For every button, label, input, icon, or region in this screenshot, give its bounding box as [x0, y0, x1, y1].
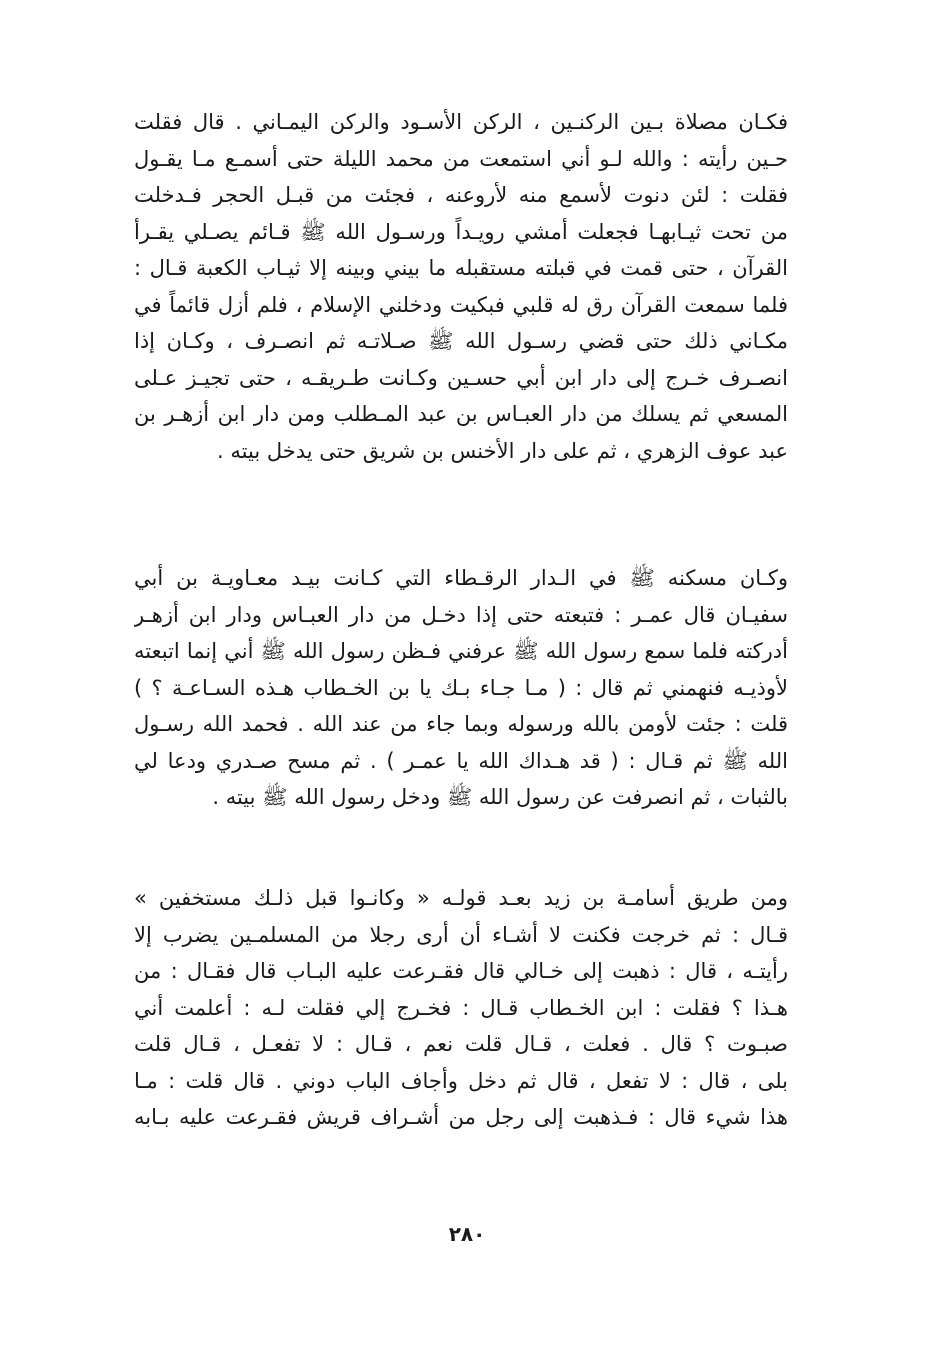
text-line: المسعي ثم يسلك من دار العبـاس بن عبد المـطلب ومن دار ابن أزهـر بن — [134, 402, 788, 426]
text-line: فقلت : لئن دنوت لأسمع منه لأروعنه ، فجئت من قبـل الحجر فـدخلت — [134, 183, 788, 207]
text-line: قـال : ثم خرجت فكنت لا أشـاء أن أرى رجلا من المسلمـين يضرب إلا — [134, 922, 788, 947]
paragraph-3 — [134, 880, 788, 1136]
text-line: لأوذيـه فنهمني ثم قال : ( مـا جـاء بـك يا بن الخـطاب هـذه السـاعـة ؟ ) — [134, 675, 788, 700]
page-number: ٢٨٠ — [448, 1222, 486, 1246]
text-line: أدركته فلما سمع رسول الله ﷺ عرفني فـظن رسول الله ﷺ أني إنما اتبعته — [134, 639, 788, 663]
text-line: رأيتـه ، قال : ذهبت إلى خـالي قال فقـرعت عليه البـاب قال فقـال : من — [134, 959, 788, 983]
paragraph-1 — [134, 104, 788, 469]
text-line: حـين رأيته : والله لـو أني استمعت من محمد الليلة حتى أسمـع مـا يقـول — [134, 146, 788, 171]
text-line: مكـاني ذلك حتى قضي رسـول الله ﷺ صـلاتـه ثم انصـرف ، وكـان إذا — [134, 329, 788, 353]
text-line: هذا شيء قال : فـذهبت إلى رجل من أشـراف قريش فقـرعت عليه بـابه — [134, 1105, 788, 1129]
text-line: سفيـان قال عمـر : فتبعته حتى إذا دخـل من دار العبـاس ودار ابن أزهـر — [134, 602, 788, 627]
text-line: انصـرف خـرج إلى دار ابن أبي حسـين وكـانت طـريقـه ، حتى تجيـز عـلى — [134, 365, 788, 390]
text-line: قلت : جئت لأومن بالله ورسوله وبما جاء من عند الله . فحمد الله رسـول — [134, 712, 788, 736]
text-line: بلى ، قال : لا تفعل ، قال ثم دخل وأجاف الباب دوني . قال قلت : مـا — [134, 1068, 788, 1093]
text-line: القرآن ، حتى قمت في قبلته مستقبله ما بيني وبينه إلا ثيـاب الكعبة قـال : — [134, 256, 788, 280]
text-line: صبـوت ؟ قال . فعلت ، قـال قلت نعم ، قـال : لا تفعـل ، قـال قلت — [134, 1032, 788, 1056]
text-line: فلما سمعت القرآن رق له قلبي فبكيت ودخلني الإسلام ، فلم أزل قائماً في — [134, 292, 788, 317]
text-line: من تحت ثيـابهـا فجعلت أمشي رويـداً ورسـول الله ﷺ قـائم يصـلي يقـرأ — [134, 219, 788, 244]
text-line: وكـان مسكنه ﷺ في الـدار الرقـطاء التي كـانت بيـد معـاويـة بن أبي — [134, 566, 788, 590]
text-line: عبد عوف الزهري ، ثم على دار الأخنس بن شريق حتى يدخل بيته . — [217, 438, 788, 463]
text-line: بالثبات ، ثم انصرفت عن رسول الله ﷺ ودخل رسول الله ﷺ بيته . — [212, 785, 788, 809]
text-line: فكـان مصلاة بـين الركنـين ، الركن الأسـود والركن اليمـاني . قال فقلت — [134, 110, 788, 134]
text-line: ومن طريق أسامـة بن زيد بعـد قولـه « وكانـوا قبل ذلـك مستخفين » — [134, 886, 788, 910]
text-line: الله ﷺ ثم قـال : ( قد هـداك الله يا عمـر ) . ثم مسح صـدري ودعا لي — [134, 748, 788, 773]
text-line: هـذا ؟ فقلت : ابن الخـطاب قـال : فخـرج إلي فقلت لـه : أعلمت أني — [134, 995, 788, 1020]
paragraph-2 — [134, 560, 788, 816]
